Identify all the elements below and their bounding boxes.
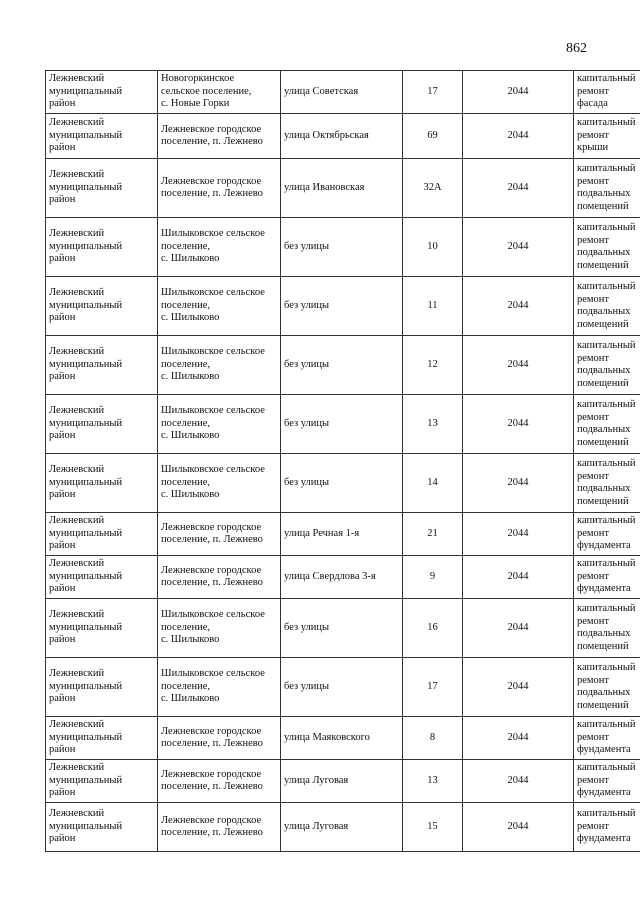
work-type-cell-line: ремонт	[577, 527, 610, 539]
settlement-cell-line: Лежневское городское	[161, 175, 262, 187]
settlement-cell-line: поселение,	[161, 680, 211, 692]
district-cell-line: муниципальный	[49, 181, 123, 193]
district-cell	[46, 760, 158, 803]
house-number-cell: 21	[403, 513, 463, 556]
settlement-cell	[158, 277, 281, 336]
street-cell: без улицы	[281, 599, 403, 658]
district-cell-line: муниципальный	[49, 621, 123, 633]
house-number-cell: 12	[403, 336, 463, 395]
work-type-cell-line: фундамента	[577, 787, 631, 799]
district-cell-line: Лежневский	[49, 346, 105, 358]
settlement-cell	[158, 114, 281, 159]
work-type-cell-line: подвальных	[577, 247, 631, 258]
district-cell-line: муниципальный	[49, 774, 123, 786]
table-row	[46, 159, 640, 218]
district-cell-line: Лежневский	[49, 169, 105, 181]
street-cell: улица Луговая	[281, 760, 403, 803]
work-type-cell-line: фундамента	[577, 744, 631, 756]
settlement-cell-line: поселение,	[161, 240, 211, 252]
settlement-cell	[158, 395, 281, 454]
district-cell-line: муниципальный	[49, 570, 123, 582]
settlement-cell-line: с. Шилыково	[161, 371, 220, 383]
settlement-cell-line: Лежневское городское	[161, 123, 262, 135]
district-cell	[46, 454, 158, 513]
work-type-cell	[574, 717, 640, 760]
work-type-cell	[574, 513, 640, 556]
work-type-cell-line: капитальный	[577, 281, 636, 292]
work-type-cell	[574, 760, 640, 803]
work-type-cell-line: капитальный	[577, 222, 636, 233]
settlement-cell-line: поселение,	[161, 476, 211, 488]
settlement-cell-line: поселение,	[161, 299, 211, 311]
district-cell-line: Лежневский	[49, 558, 105, 570]
table-row	[46, 717, 640, 760]
work-type-cell-line: подвальных	[577, 188, 631, 199]
district-cell	[46, 556, 158, 599]
district-cell	[46, 159, 158, 218]
district-cell	[46, 599, 158, 658]
work-type-cell-line: капитальный	[577, 515, 636, 527]
work-type-cell-line: фундамента	[577, 540, 631, 552]
street-cell: улица Луговая	[281, 803, 403, 852]
work-type-cell	[574, 556, 640, 599]
settlement-cell-line: с. Шилыково	[161, 430, 220, 442]
work-type-cell	[574, 277, 640, 336]
work-type-cell-line: капитальный	[577, 558, 636, 570]
table-row	[46, 556, 640, 599]
work-type-cell-line: подвальных	[577, 628, 631, 639]
settlement-cell	[158, 159, 281, 218]
work-type-cell-line: помещений	[577, 377, 629, 389]
district-cell-line: район	[49, 583, 76, 595]
work-type-cell-line: капитальный	[577, 808, 636, 820]
district-cell-line: муниципальный	[49, 417, 123, 429]
district-cell-line: район	[49, 253, 76, 265]
house-number-cell: 15	[403, 803, 463, 852]
street-cell: без улицы	[281, 454, 403, 513]
district-cell	[46, 395, 158, 454]
work-type-cell-line: ремонт	[577, 820, 610, 832]
street-cell: улица Октябрьская	[281, 114, 403, 159]
house-number-cell: 13	[403, 760, 463, 803]
settlement-cell-line: поселение, п. Лежнево	[161, 577, 263, 588]
table-row	[46, 658, 640, 717]
repair-year-cell: 2044	[463, 114, 574, 159]
district-cell-line: Лежневский	[49, 762, 105, 774]
district-cell-line: Лежневский	[49, 808, 105, 820]
repair-year-cell: 2044	[463, 717, 574, 760]
repair-year-cell: 2044	[463, 599, 574, 658]
work-type-cell	[574, 803, 640, 852]
work-type-cell-line: капитальный	[577, 117, 636, 129]
settlement-cell	[158, 803, 281, 852]
registry-table	[45, 70, 640, 852]
repair-year-cell: 2044	[463, 658, 574, 717]
table-row	[46, 454, 640, 513]
work-type-cell-line: капитальный	[577, 163, 636, 174]
work-type-cell-line: ремонт	[577, 470, 610, 482]
district-cell-line: район	[49, 787, 76, 799]
work-type-cell-line: помещений	[577, 436, 629, 448]
district-cell-line: Лежневский	[49, 609, 105, 621]
district-cell-line: район	[49, 142, 76, 154]
district-cell-line: район	[49, 693, 76, 705]
district-cell	[46, 114, 158, 159]
district-cell-line: муниципальный	[49, 527, 123, 539]
settlement-cell	[158, 71, 281, 114]
settlement-cell-line: сельское поселение,	[161, 85, 252, 97]
house-number-cell: 16	[403, 599, 463, 658]
work-type-cell-line: помещений	[577, 259, 629, 271]
work-type-cell-line: ремонт	[577, 234, 610, 246]
work-type-cell-line: подвальных	[577, 306, 631, 317]
district-cell-line: муниципальный	[49, 129, 123, 141]
work-type-cell-line: фундамента	[577, 583, 631, 595]
work-type-cell-line: капитальный	[577, 399, 636, 410]
settlement-cell-line: поселение,	[161, 358, 211, 370]
settlement-cell	[158, 513, 281, 556]
district-cell	[46, 218, 158, 277]
repair-year-cell: 2044	[463, 556, 574, 599]
district-cell-line: район	[49, 833, 76, 845]
settlement-cell	[158, 658, 281, 717]
registry-table-body	[46, 71, 640, 852]
district-cell-line: Лежневский	[49, 464, 105, 476]
district-cell-line: район	[49, 489, 76, 501]
work-type-cell-line: подвальных	[577, 687, 631, 698]
work-type-cell-line: ремонт фасада	[577, 85, 610, 110]
settlement-cell-line: поселение,	[161, 621, 211, 633]
settlement-cell-line: поселение, п. Лежнево	[161, 188, 263, 199]
district-cell-line: Лежневский	[49, 719, 105, 731]
work-type-cell	[574, 71, 640, 114]
district-cell-line: муниципальный	[49, 476, 123, 488]
settlement-cell	[158, 717, 281, 760]
district-cell-line: муниципальный	[49, 731, 123, 743]
house-number-cell: 10	[403, 218, 463, 277]
settlement-cell-line: поселение, п. Лежнево	[161, 136, 263, 147]
settlement-cell-line: с. Шилыково	[161, 253, 220, 265]
district-cell-line: муниципальный	[49, 680, 123, 692]
settlement-cell-line: Лежневское городское	[161, 814, 262, 826]
table-row	[46, 599, 640, 658]
district-cell	[46, 513, 158, 556]
house-number-cell: 9	[403, 556, 463, 599]
district-cell	[46, 803, 158, 852]
settlement-cell	[158, 760, 281, 803]
settlement-cell-line: с. Шилыково	[161, 312, 220, 324]
street-cell: без улицы	[281, 658, 403, 717]
district-cell-line: Лежневский	[49, 228, 105, 240]
work-type-cell-line: ремонт	[577, 352, 610, 364]
work-type-cell	[574, 454, 640, 513]
repair-year-cell: 2044	[463, 336, 574, 395]
work-type-cell	[574, 159, 640, 218]
work-type-cell-line: капитальный	[577, 762, 636, 774]
district-cell	[46, 277, 158, 336]
table-row	[46, 513, 640, 556]
district-cell	[46, 717, 158, 760]
street-cell: улица Ивановская	[281, 159, 403, 218]
settlement-cell-line: поселение, п. Лежнево	[161, 781, 263, 792]
street-cell: без улицы	[281, 336, 403, 395]
settlement-cell-line: Шилыковское сельское	[161, 668, 265, 680]
settlement-cell-line: Новогоркинское	[161, 73, 235, 85]
district-cell-line: Лежневский	[49, 668, 105, 680]
settlement-cell-line: Шилыковское сельское	[161, 346, 265, 358]
repair-year-cell: 2044	[463, 454, 574, 513]
work-type-cell-line: ремонт	[577, 293, 610, 305]
house-number-cell: 13	[403, 395, 463, 454]
settlement-cell-line: Лежневское городское	[161, 768, 262, 780]
repair-year-cell: 2044	[463, 513, 574, 556]
work-type-cell-line: помещений	[577, 640, 629, 652]
settlement-cell	[158, 454, 281, 513]
work-type-cell-line: помещений	[577, 495, 629, 507]
repair-year-cell: 2044	[463, 760, 574, 803]
work-type-cell	[574, 336, 640, 395]
work-type-cell-line: ремонт	[577, 175, 610, 187]
district-cell-line: район	[49, 194, 76, 206]
table-row	[46, 277, 640, 336]
district-cell-line: муниципальный	[49, 85, 123, 97]
district-cell-line: Лежневский	[49, 287, 105, 299]
work-type-cell	[574, 114, 640, 159]
settlement-cell	[158, 336, 281, 395]
settlement-cell-line: поселение, п. Лежнево	[161, 827, 263, 838]
work-type-cell-line: фундамента	[577, 833, 631, 845]
work-type-cell-line: ремонт	[577, 731, 610, 743]
work-type-cell	[574, 395, 640, 454]
district-cell-line: район	[49, 540, 76, 552]
street-cell: улица Маяковского	[281, 717, 403, 760]
settlement-cell-line: Шилыковское сельское	[161, 287, 265, 299]
table-row	[46, 395, 640, 454]
table-row	[46, 803, 640, 852]
repair-year-cell: 2044	[463, 218, 574, 277]
work-type-cell-line: капитальный	[577, 662, 636, 673]
work-type-cell-line: капитальный	[577, 340, 636, 351]
work-type-cell-line: ремонт	[577, 674, 610, 686]
district-cell	[46, 71, 158, 114]
settlement-cell-line: Шилыковское сельское	[161, 228, 265, 240]
repair-year-cell: 2044	[463, 277, 574, 336]
district-cell-line: Лежневский	[49, 405, 105, 417]
work-type-cell	[574, 599, 640, 658]
repair-year-cell: 2044	[463, 71, 574, 114]
repair-year-cell: 2044	[463, 803, 574, 852]
settlement-cell-line: с. Шилыково	[161, 634, 220, 646]
work-type-cell	[574, 218, 640, 277]
settlement-cell-line: поселение, п. Лежнево	[161, 534, 263, 545]
work-type-cell-line: ремонт	[577, 615, 610, 627]
table-row	[46, 114, 640, 159]
work-type-cell-line: помещений	[577, 699, 629, 711]
work-type-cell-line: помещений	[577, 318, 629, 330]
work-type-cell	[574, 658, 640, 717]
work-type-cell-line: подвальных	[577, 483, 631, 494]
district-cell-line: Лежневский	[49, 73, 105, 85]
district-cell-line: Лежневский	[49, 117, 105, 129]
district-cell-line: район	[49, 430, 76, 442]
settlement-cell-line: поселение,	[161, 417, 211, 429]
work-type-cell-line: ремонт	[577, 774, 610, 786]
street-cell: улица Речная 1-я	[281, 513, 403, 556]
settlement-cell-line: с. Шилыково	[161, 489, 220, 501]
settlement-cell-line: Шилыковское сельское	[161, 405, 265, 417]
district-cell-line: муниципальный	[49, 240, 123, 252]
work-type-cell-line: ремонт	[577, 570, 610, 582]
street-cell: улица Свердлова 3-я	[281, 556, 403, 599]
settlement-cell-line: Лежневское городское	[161, 725, 262, 737]
table-row	[46, 336, 640, 395]
house-number-cell: 11	[403, 277, 463, 336]
work-type-cell-line: капитальный	[577, 719, 636, 731]
work-type-cell-line: капитальный	[577, 458, 636, 469]
street-cell: без улицы	[281, 277, 403, 336]
work-type-cell-line: ремонт крыши	[577, 129, 610, 154]
work-type-cell-line: ремонт	[577, 411, 610, 423]
district-cell	[46, 336, 158, 395]
house-number-cell: 17	[403, 71, 463, 114]
district-cell-line: Лежневский	[49, 515, 105, 527]
house-number-cell: 17	[403, 658, 463, 717]
work-type-cell-line: подвальных	[577, 365, 631, 376]
district-cell-line: район	[49, 312, 76, 324]
district-cell-line: район	[49, 98, 76, 110]
settlement-cell-line: Лежневское городское	[161, 564, 262, 576]
settlement-cell	[158, 556, 281, 599]
street-cell: улица Советская	[281, 71, 403, 114]
street-cell: без улицы	[281, 218, 403, 277]
district-cell-line: муниципальный	[49, 358, 123, 370]
settlement-cell-line: с. Шилыково	[161, 693, 220, 705]
house-number-cell: 32А	[403, 159, 463, 218]
table-row	[46, 760, 640, 803]
district-cell-line: муниципальный	[49, 820, 123, 832]
work-type-cell-line: капитальный	[577, 73, 636, 85]
table-row	[46, 71, 640, 114]
district-cell-line: муниципальный	[49, 299, 123, 311]
house-number-cell: 8	[403, 717, 463, 760]
settlement-cell	[158, 599, 281, 658]
repair-year-cell: 2044	[463, 159, 574, 218]
work-type-cell-line: капитальный	[577, 603, 636, 614]
settlement-cell-line: Шилыковское сельское	[161, 464, 265, 476]
table-row	[46, 218, 640, 277]
district-cell-line: район	[49, 744, 76, 756]
house-number-cell: 14	[403, 454, 463, 513]
district-cell-line: район	[49, 634, 76, 646]
settlement-cell	[158, 218, 281, 277]
page-number: 862	[566, 41, 587, 56]
settlement-cell-line: с. Новые Горки	[161, 98, 230, 110]
settlement-cell-line: Шилыковское сельское	[161, 609, 265, 621]
settlement-cell-line: Лежневское городское	[161, 521, 262, 533]
work-type-cell-line: помещений	[577, 200, 629, 212]
street-cell: без улицы	[281, 395, 403, 454]
settlement-cell-line: поселение, п. Лежнево	[161, 738, 263, 749]
repair-year-cell: 2044	[463, 395, 574, 454]
district-cell-line: район	[49, 371, 76, 383]
district-cell	[46, 658, 158, 717]
house-number-cell: 69	[403, 114, 463, 159]
work-type-cell-line: подвальных	[577, 424, 631, 435]
